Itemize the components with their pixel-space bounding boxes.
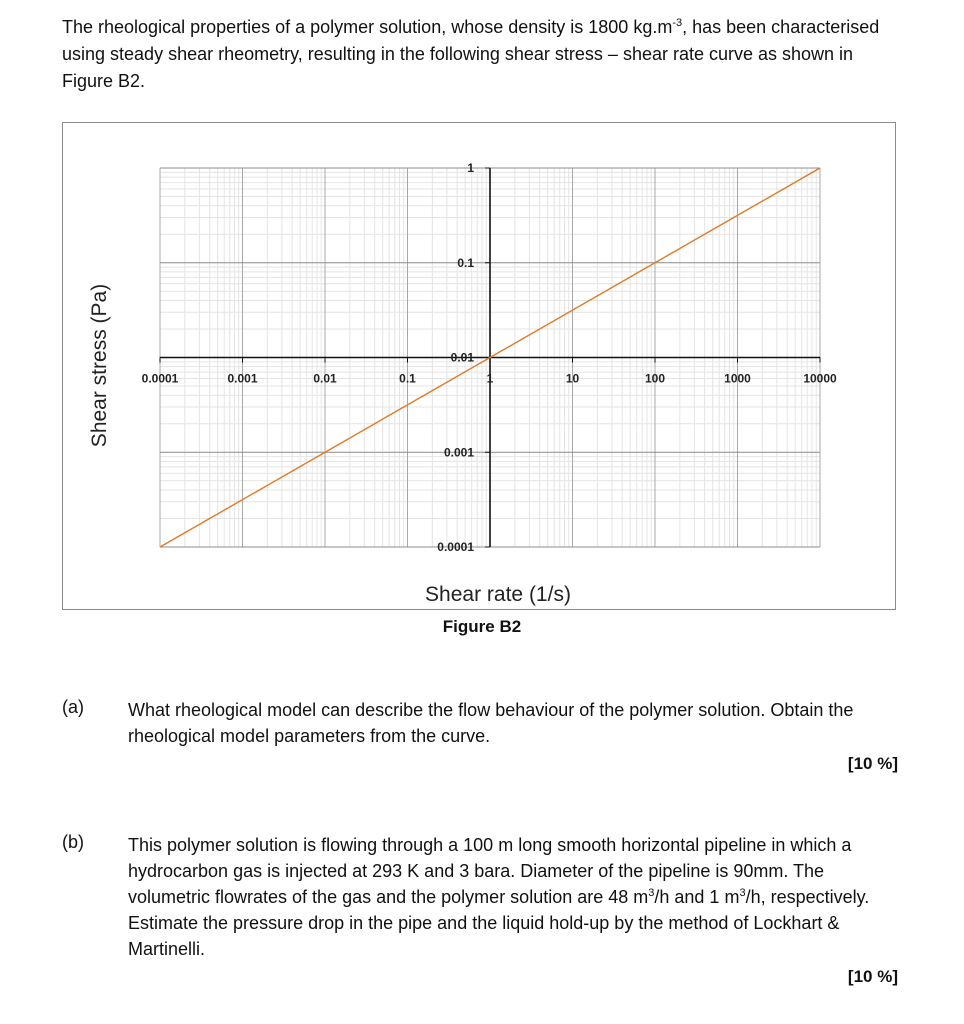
y-tick-label: 0.01 xyxy=(450,350,474,365)
question-b-exponent-2: 3 xyxy=(739,887,746,899)
x-tick-label: 1000 xyxy=(724,371,751,386)
y-tick-label: 0.1 xyxy=(457,255,474,270)
question-a-marks: [10 %] xyxy=(847,754,898,773)
question-b-text xyxy=(128,832,898,962)
intro-text-2: , has been characterised using steady shear rheometry, resulting in the following shear stress – shear rate curve as shown in Figure B2. xyxy=(62,17,880,91)
figure-b2 xyxy=(62,122,896,610)
x-tick-label: 0.001 xyxy=(227,371,258,386)
intro-text-1: The rheological properties of a polymer solution, whose density is 1800 kg.m xyxy=(62,17,673,37)
question-a-text: What rheological model can describe the flow behaviour of the polymer solution. Obtain the rheological model parameters from the curve. xyxy=(128,700,854,746)
question-b-marks: [10 %] xyxy=(847,967,898,986)
y-tick-label: 0.001 xyxy=(443,445,474,460)
x-tick-label: 1 xyxy=(486,371,494,386)
question-b-label: (b) xyxy=(62,832,84,852)
x-tick-label: 0.0001 xyxy=(141,371,179,386)
x-tick-label: 10 xyxy=(565,371,580,386)
intro-density-exponent: -3 xyxy=(672,17,683,29)
shear-stress-chart xyxy=(63,123,897,611)
x-axis-title: Shear rate (1/s) xyxy=(425,583,571,606)
y-axis-title: Shear stress (Pa) xyxy=(88,283,111,448)
x-tick-label: 10000 xyxy=(803,371,837,386)
y-tick-label: 1 xyxy=(467,161,474,175)
problem-intro xyxy=(62,14,902,95)
question-a-label: (a) xyxy=(62,697,84,717)
y-tick-label: 0.0001 xyxy=(437,540,474,554)
question-b-text-1: This polymer solution is flowing through a 100 m long smooth horizontal pipeline in which a hydrocarbon gas is injected at 293 K and 3 bara. Diameter of the pipeline is 90mm. The volumetric flowrates of the gas and the polymer solution are 48 m xyxy=(128,835,852,907)
x-tick-label: 100 xyxy=(644,371,666,386)
x-tick-label: 0.01 xyxy=(313,371,337,386)
figure-caption: Figure B2 xyxy=(442,617,522,636)
question-b-text-3: /h, respectively. Estimate the pressure drop in the pipe and the liquid hold-up by the method of Lockhart & Martinelli. xyxy=(128,887,870,959)
question-b-text-2: /h and 1 m xyxy=(654,887,740,907)
question-b-exponent-1: 3 xyxy=(648,887,655,899)
x-tick-label: 0.1 xyxy=(399,371,416,386)
